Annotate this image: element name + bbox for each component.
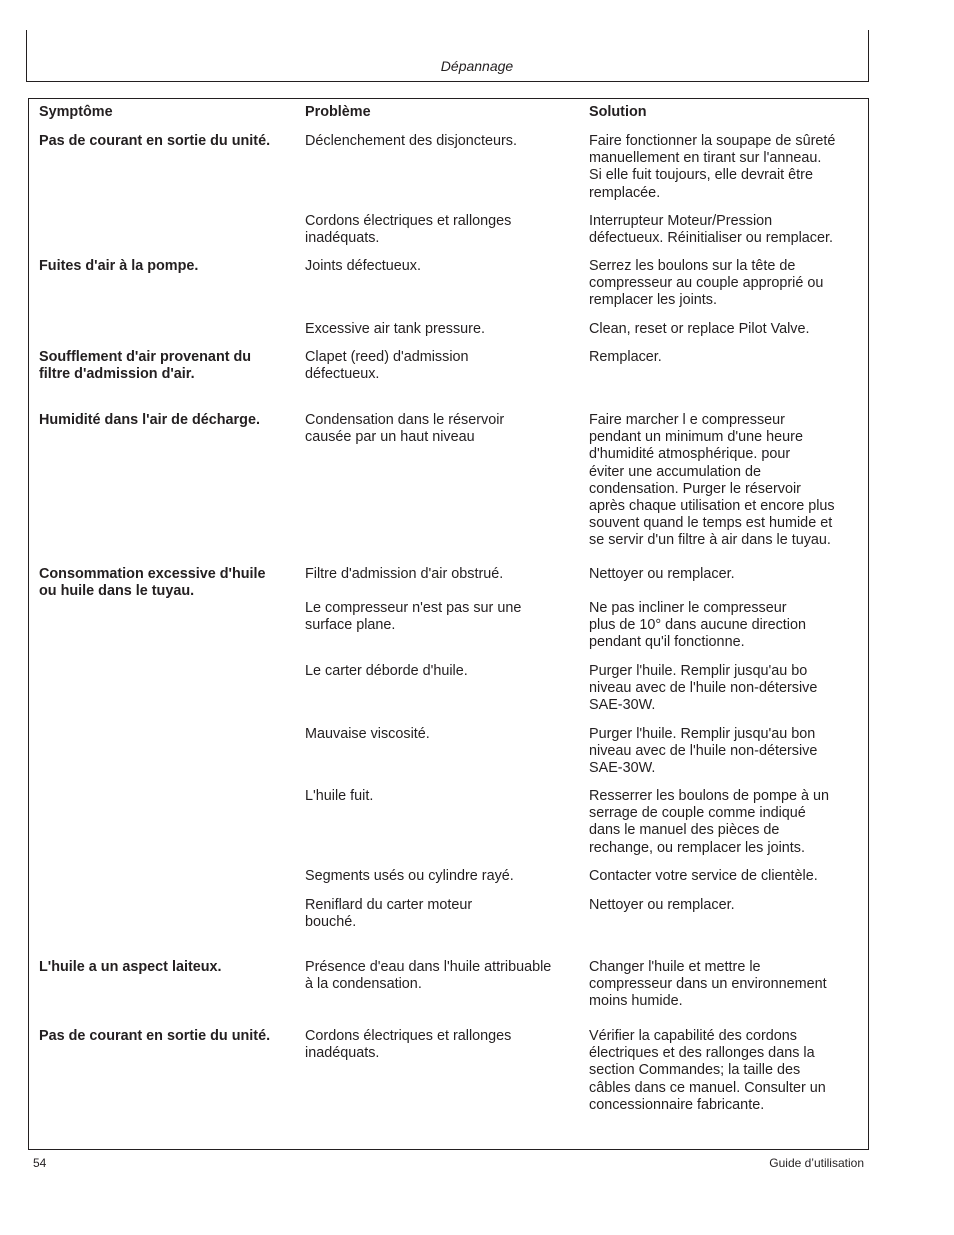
cell-line: SAE-30W. xyxy=(589,760,656,777)
cell-line: Faire fonctionner la soupape de sûreté xyxy=(589,133,836,149)
cell-line: concessionnaire fabricante. xyxy=(589,1096,765,1113)
cell-line: Pas de courant en sortie du unité. xyxy=(39,1028,271,1044)
row-symptom xyxy=(39,1028,301,1045)
cell-line: Vérifier la capabilité des cordons xyxy=(589,1028,797,1044)
cell-line: Mauvaise viscosité. xyxy=(305,726,430,742)
row-solution xyxy=(589,868,861,885)
row-symptom xyxy=(39,959,301,976)
cell-line: SAE-30W. xyxy=(589,697,656,714)
cell-line: Ne pas incliner le compresseur xyxy=(589,600,787,616)
header-frame xyxy=(26,30,869,82)
cell-line: Clapet (reed) d'admission xyxy=(305,349,469,365)
row-problem xyxy=(305,959,580,993)
row-symptom xyxy=(39,412,301,429)
cell-line: Contacter votre service de clientèle. xyxy=(589,868,818,884)
cell-line: électriques et des rallonges dans la xyxy=(589,1045,815,1062)
cell-line: Segments usés ou cylindre rayé. xyxy=(305,868,514,884)
cell-line: manuellement en tirant sur l'anneau. xyxy=(589,150,822,167)
cell-line: Consommation excessive d'huile xyxy=(39,566,266,582)
row-problem xyxy=(305,897,580,931)
row-problem xyxy=(305,412,580,446)
row-solution xyxy=(589,1028,861,1114)
cell-line: Interrupteur Moteur/Pression xyxy=(589,213,773,229)
cell-line: plus de 10° dans aucune direction xyxy=(589,617,806,634)
cell-line: Le compresseur n'est pas sur une xyxy=(305,600,522,616)
row-problem xyxy=(305,788,580,805)
cell-line: inadéquats. xyxy=(305,1045,380,1062)
cell-line: L'huile fuit. xyxy=(305,788,374,804)
cell-line: rechange, ou remplacer les joints. xyxy=(589,839,805,856)
cell-line: se servir d'un filtre à air dans le tuyau. xyxy=(589,532,831,549)
page-number: 54 xyxy=(33,1156,47,1170)
row-solution xyxy=(589,133,861,202)
document-title: Guide d’utilisation xyxy=(769,1156,864,1170)
row-symptom xyxy=(39,566,301,600)
cell-line: Nettoyer ou remplacer. xyxy=(589,566,735,582)
cell-line: remplacer les joints. xyxy=(589,292,717,309)
cell-line: niveau avec de l'huile non-détersive xyxy=(589,743,818,760)
cell-line: niveau avec de l'huile non-détersive xyxy=(589,680,818,697)
cell-line: Reniflard du carter moteur xyxy=(305,897,473,913)
row-problem xyxy=(305,726,580,743)
row-problem xyxy=(305,1028,580,1062)
header-solution: Solution xyxy=(589,104,647,120)
row-solution xyxy=(589,258,861,310)
row-solution xyxy=(589,788,861,857)
cell-line: Fuites d'air à la pompe. xyxy=(39,258,199,274)
cell-line: Purger l'huile. Remplir jusqu'au bon xyxy=(589,726,816,742)
cell-line: Purger l'huile. Remplir jusqu'au bo xyxy=(589,663,808,679)
row-problem xyxy=(305,868,580,885)
cell-line: section Commandes; la taille des xyxy=(589,1062,801,1079)
cell-line: pendant qu'il fonctionne. xyxy=(589,634,745,651)
row-solution xyxy=(589,726,861,778)
row-problem xyxy=(305,258,580,275)
cell-line: Cordons électriques et rallonges xyxy=(305,1028,512,1044)
cell-line: Clean, reset or replace Pilot Valve. xyxy=(589,321,810,337)
row-problem xyxy=(305,663,580,680)
row-problem xyxy=(305,321,580,338)
cell-line: Changer l'huile et mettre le xyxy=(589,959,761,975)
row-problem xyxy=(305,213,580,247)
header-problem: Problème xyxy=(305,104,371,120)
cell-line: d'humidité atmosphérique. pour xyxy=(589,446,791,463)
cell-line: à la condensation. xyxy=(305,976,422,993)
cell-line: câbles dans ce manuel. Consulter un xyxy=(589,1079,826,1096)
cell-line: éviter une accumulation de xyxy=(589,463,761,480)
row-solution xyxy=(589,897,861,914)
cell-line: Pas de courant en sortie du unité. xyxy=(39,133,271,149)
cell-line: Déclenchement des disjoncteurs. xyxy=(305,133,517,149)
cell-line: pendant un minimum d'une heure xyxy=(589,429,803,446)
row-problem xyxy=(305,566,580,583)
cell-line: Remplacer. xyxy=(589,349,662,365)
cell-line: filtre d'admission d'air. xyxy=(39,366,195,383)
cell-line: dans le manuel des pièces de xyxy=(589,822,780,839)
row-problem xyxy=(305,600,580,634)
cell-line: surface plane. xyxy=(305,617,396,634)
row-solution xyxy=(589,349,861,366)
cell-line: Filtre d'admission d'air obstrué. xyxy=(305,566,504,582)
row-symptom xyxy=(39,258,301,275)
cell-line: remplacée. xyxy=(589,184,661,201)
row-solution xyxy=(589,663,861,715)
page-title: Dépannage xyxy=(440,58,514,74)
cell-line: ou huile dans le tuyau. xyxy=(39,583,195,600)
cell-line: Le carter déborde d'huile. xyxy=(305,663,468,679)
cell-line: condensation. Purger le réservoir xyxy=(589,480,801,497)
cell-line: défectueux. Réinitialiser ou remplacer. xyxy=(589,230,833,247)
cell-line: Si elle fuit toujours, elle devrait être xyxy=(589,167,813,184)
cell-line: L'huile a un aspect laiteux. xyxy=(39,959,222,975)
cell-line: Serrez les boulons sur la tête de xyxy=(589,258,796,274)
row-solution xyxy=(589,412,861,550)
cell-line: Nettoyer ou remplacer. xyxy=(589,897,735,913)
cell-line: Faire marcher l e compresseur xyxy=(589,412,785,428)
row-problem xyxy=(305,133,580,150)
cell-line: Excessive air tank pressure. xyxy=(305,321,485,337)
row-solution xyxy=(589,321,861,338)
cell-line: Humidité dans l'air de décharge. xyxy=(39,412,260,428)
row-solution xyxy=(589,600,861,652)
cell-line: Présence d'eau dans l'huile attribuable xyxy=(305,959,552,975)
cell-line: causée par un haut niveau xyxy=(305,429,475,446)
row-symptom xyxy=(39,349,301,383)
cell-line: inadéquats. xyxy=(305,230,380,247)
cell-line: Condensation dans le réservoir xyxy=(305,412,505,428)
header-symptom: Symptôme xyxy=(39,104,113,120)
cell-line: après chaque utilisation et encore plus xyxy=(589,498,835,515)
cell-line: Cordons électriques et rallonges xyxy=(305,213,512,229)
cell-line: bouché. xyxy=(305,914,357,931)
cell-line: compresseur au couple approprié ou xyxy=(589,275,824,292)
row-problem xyxy=(305,349,580,383)
row-solution xyxy=(589,959,861,1011)
row-symptom xyxy=(39,133,301,150)
row-solution xyxy=(589,213,861,247)
cell-line: Resserrer les boulons de pompe à un xyxy=(589,788,829,804)
cell-line: souvent quand le temps est humide et xyxy=(589,515,833,532)
cell-line: Soufflement d'air provenant du xyxy=(39,349,252,365)
row-solution xyxy=(589,566,861,583)
cell-line: défectueux. xyxy=(305,366,380,383)
cell-line: Joints défectueux. xyxy=(305,258,421,274)
cell-line: serrage de couple comme indiqué xyxy=(589,805,806,822)
cell-line: compresseur dans un environnement xyxy=(589,976,827,993)
cell-line: moins humide. xyxy=(589,993,683,1010)
